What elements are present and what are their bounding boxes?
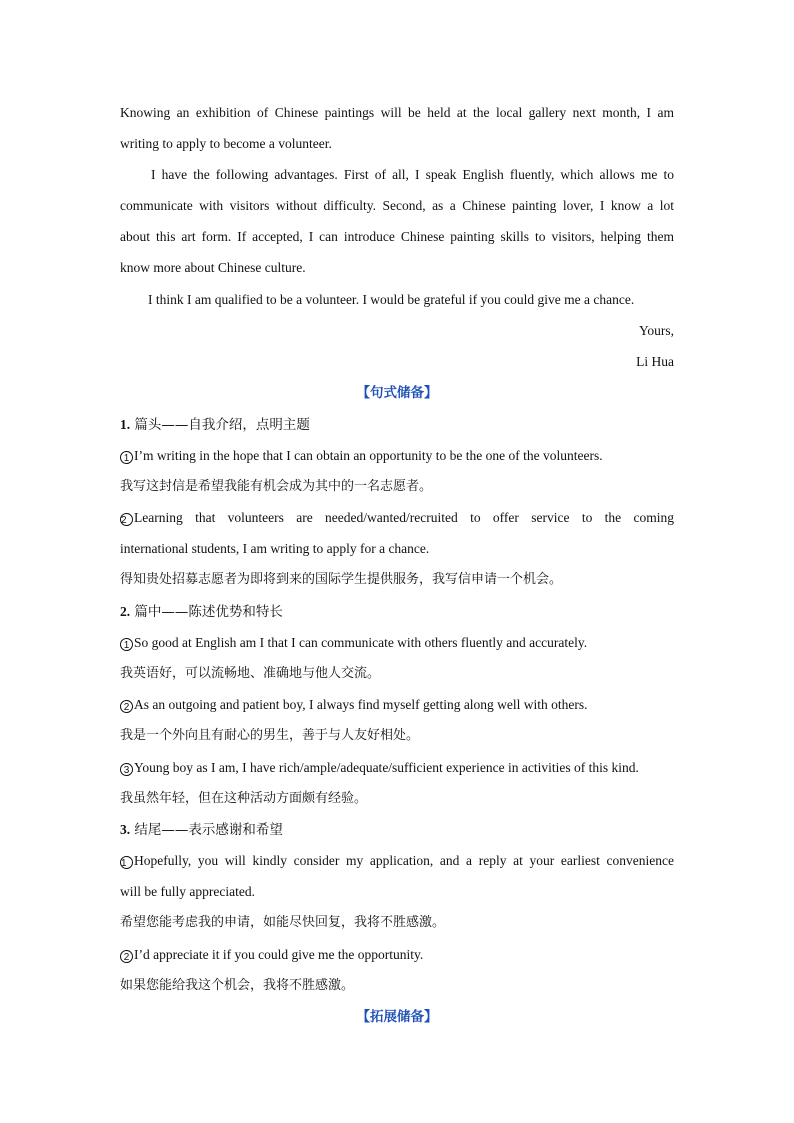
part-2-item-2-cn: 我是一个外向且有耐心的男生，善于与人友好相处。 — [120, 728, 420, 743]
bracket-open: 【 — [356, 1009, 370, 1025]
circled-number-icon: 3 — [120, 763, 133, 776]
letter-signature: Li Hua — [636, 354, 674, 369]
part-2-item-1-en-text: So good at English am I that I can communicate with others fluently and accurately. — [134, 635, 588, 650]
part-2-item-2-en-text: As an outgoing and patient boy, I always find myself getting along well with others. — [134, 697, 588, 712]
part-2-item-1-cn: 我英语好，可以流畅地、准确地与他人交流。 — [120, 666, 381, 681]
part-2-title: 篇中——陈述优势和特长 — [134, 604, 283, 620]
letter-paragraph-1-line-1: Knowing an exhibition of Chinese paintings will be held at the local gallery next month, I am — [120, 105, 674, 120]
section-title-text: 拓展储备 — [370, 1009, 424, 1025]
part-3-item-2-en-text: I’d appreciate it if you could give me the opportunity. — [134, 947, 424, 962]
circled-number-icon: 1 — [120, 856, 133, 869]
part-1-title: 篇头——自我介绍，点明主题 — [134, 417, 310, 433]
circled-number-icon: 2 — [120, 700, 133, 713]
part-3-number: 3. — [120, 822, 131, 837]
letter-paragraph-2-line-3: about this art form. If accepted, I can introduce Chinese painting skills to visitors, helping them — [120, 229, 674, 244]
bracket-open: 【 — [356, 385, 370, 401]
part-2-number: 2. — [120, 604, 131, 619]
bracket-close: 】 — [424, 1009, 438, 1025]
part-1-item-2-cn: 得知贵处招募志愿者为即将到来的国际学生提供服务，我写信申请一个机会。 — [120, 572, 563, 587]
part-2-item-3-cn: 我虽然年轻，但在这种活动方面颇有经验。 — [120, 791, 368, 806]
letter-paragraph-2-line-2: communicate with visitors without difficulty. Second, as a Chinese painting lover, I know a lot — [120, 198, 674, 213]
circled-number-icon: 2 — [120, 513, 133, 526]
part-3-heading — [120, 821, 674, 839]
circled-number-icon: 1 — [120, 638, 133, 651]
part-2-item-1-en — [120, 634, 674, 652]
circled-number-icon: 1 — [120, 451, 133, 464]
part-3-item-2-cn: 如果您能给我这个机会，我将不胜感激。 — [120, 978, 355, 993]
letter-paragraph-2-line-1: I have the following advantages. First of all, I speak English fluently, which allows me to — [151, 167, 674, 182]
letter-paragraph-1-line-2: writing to apply to become a volunteer. — [120, 136, 332, 151]
part-1-item-2-en-text-1: Learning that volunteers are needed/wanted/recruited to offer service to the coming — [134, 510, 674, 525]
part-1-item-1-en-text: I’m writing in the hope that I can obtain an opportunity to be the one of the volunteers. — [134, 448, 603, 463]
part-2-item-2-en — [120, 696, 674, 714]
part-2-item-3-en-text: Young boy as I am, I have rich/ample/adequate/sufficient experience in activities of this kind. — [134, 760, 639, 775]
part-1-number: 1. — [120, 417, 131, 432]
section-title-text: 句式储备 — [370, 385, 424, 401]
part-1-item-2-en-line-2: international students, I am writing to apply for a chance. — [120, 541, 430, 556]
part-1-item-2-en-line-1 — [120, 509, 674, 527]
bracket-close: 】 — [424, 385, 438, 401]
letter-paragraph-3: I think I am qualified to be a volunteer. I would be grateful if you could give me a chance. — [148, 292, 635, 307]
part-3-item-1-en-line-2: will be fully appreciated. — [120, 884, 255, 899]
circled-number-icon: 2 — [120, 950, 133, 963]
part-3-item-1-en-line-1 — [120, 852, 674, 870]
part-2-item-3-en — [120, 759, 674, 777]
letter-closing: Yours, — [638, 323, 674, 338]
part-1-heading — [120, 416, 674, 434]
part-1-item-1-cn: 我写这封信是希望我能有机会成为其中的一名志愿者。 — [120, 479, 433, 494]
part-3-title: 结尾——表示感谢和希望 — [134, 822, 283, 838]
part-1-item-1-en — [120, 447, 674, 465]
part-3-item-2-en — [120, 946, 674, 964]
part-3-item-1-cn: 希望您能考虑我的申请，如能尽快回复，我将不胜感激。 — [120, 915, 446, 930]
part-3-item-1-en-text-1: Hopefully, you will kindly consider my application, and a reply at your earliest convenience — [134, 853, 674, 868]
part-2-heading — [120, 603, 674, 621]
expansion-section-title — [120, 1008, 674, 1026]
letter-paragraph-2-line-4: know more about Chinese culture. — [120, 260, 306, 275]
sentence-section-title — [120, 384, 674, 402]
